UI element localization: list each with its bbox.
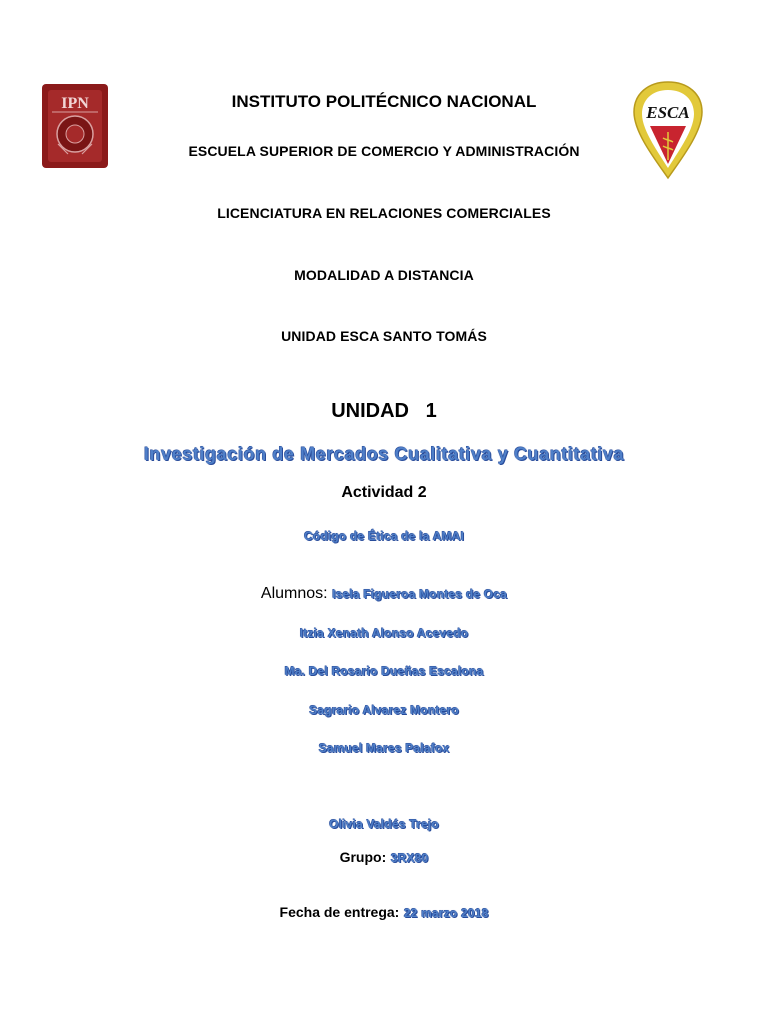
- student-name: Samuel Mares Palafox: [318, 741, 450, 755]
- student-name: Itzia Xenath Alonso Acevedo: [299, 626, 469, 640]
- school-name: ESCUELA SUPERIOR DE COMERCIO Y ADMINISTRACIÓN: [188, 143, 580, 159]
- unit-heading: UNIDAD 1: [331, 400, 437, 422]
- subject-title: Investigación de Mercados Cualitativa y Cuantitativa: [143, 444, 625, 464]
- delivery-line: [0, 904, 768, 922]
- delivery-value: 22 marzo 2018: [403, 906, 489, 920]
- student-name: Ma. Del Rosario Dueñas Escalona: [284, 664, 484, 678]
- group-line: [0, 849, 768, 867]
- students-first-line: [0, 585, 768, 603]
- esca-logo-text: ESCA: [646, 103, 690, 122]
- modality: MODALIDAD A DISTANCIA: [294, 267, 474, 283]
- activity-label: Actividad 2: [341, 484, 427, 501]
- ipn-logo-text: IPN: [61, 95, 89, 112]
- delivery-label: Fecha de entrega:: [279, 904, 400, 920]
- group-value: 3RX80: [390, 851, 429, 865]
- students-label: Alumnos:: [260, 585, 328, 602]
- activity-topic: Código de Ética de la AMAI: [303, 529, 465, 543]
- student-name: Isela Figueroa Montes de Oca: [332, 587, 508, 601]
- degree-name: LICENCIATURA EN RELACIONES COMERCIALES: [217, 205, 551, 221]
- student-name: Sagrario Alvarez Montero: [309, 703, 459, 717]
- group-label: Grupo:: [339, 849, 387, 865]
- institute-name: INSTITUTO POLITÉCNICO NACIONAL: [231, 92, 537, 111]
- teacher-name: Olivia Valdés Trejo: [329, 817, 439, 831]
- campus: UNIDAD ESCA SANTO TOMÁS: [281, 328, 487, 344]
